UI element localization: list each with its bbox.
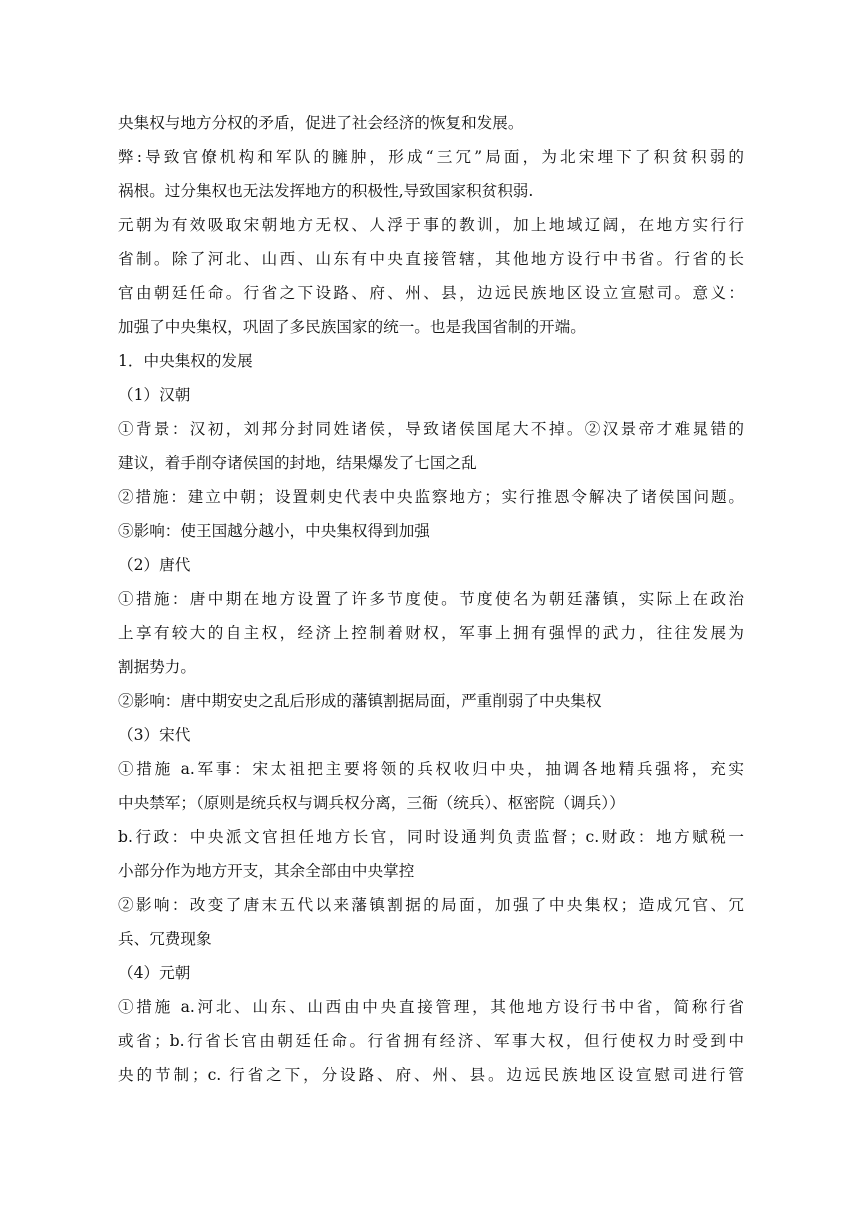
paragraph-line: 弊:导致官僚机构和军队的臃肿，形成“三冗”局面，为北宋埋下了积贫积弱的: [118, 148, 744, 166]
paragraph-line: 央集权与地方分权的矛盾，促进了社会经济的恢复和发展。: [118, 114, 524, 132]
paragraph-line: 官由朝廷任命。行省之下设路、府、州、县，边远民族地区设立宣慰司。意义：: [118, 284, 744, 302]
paragraph-line: ⑤影响：使王国越分越小，中央集权得到加强: [118, 522, 430, 540]
paragraph-line: ①措施 a.军事：宋太祖把主要将领的兵权收归中央，抽调各地精兵强将，充实: [118, 760, 744, 778]
paragraph-line: b.行政：中央派文官担任地方长官，同时设通判负责监督；c.财政：地方赋税一: [118, 828, 744, 846]
subsection-heading: （3）宋代: [118, 726, 191, 744]
document-body: [118, 106, 744, 1092]
paragraph-line: ①背景：汉初，刘邦分封同姓诸侯，导致诸侯国尾大不掉。②汉景帝才难晁错的: [118, 420, 744, 438]
paragraph-line: 元朝为有效吸取宋朝地方无权、人浮于事的教训，加上地域辽阔，在地方实行行: [118, 216, 744, 234]
paragraph-line: 省制。除了河北、山西、山东有中央直接管辖，其他地方设行中书省。行省的长: [118, 250, 744, 268]
paragraph-line: ①措施：唐中期在地方设置了许多节度使。节度使名为朝廷藩镇，实际上在政治: [118, 590, 744, 608]
paragraph-line: 央的节制；c. 行省之下，分设路、府、州、县。边远民族地区设宣慰司进行管: [118, 1066, 744, 1084]
paragraph-line: 中央禁军；（原则是统兵权与调兵权分离，三衙（统兵）、枢密院（调兵））: [118, 794, 625, 812]
paragraph-line: 建议，着手削夺诸侯国的封地，结果爆发了七国之乱: [118, 454, 477, 472]
paragraph-line: 兵、冗费现象: [118, 930, 212, 948]
paragraph-line: 割据势力。: [118, 658, 196, 676]
subsection-heading: （1）汉朝: [118, 386, 191, 404]
paragraph-line: ①措施 a.河北、山东、山西由中央直接管理，其他地方设行书中省，简称行省: [118, 998, 744, 1016]
subsection-heading: （2）唐代: [118, 556, 191, 574]
paragraph-line: 上享有较大的自主权，经济上控制着财权，军事上拥有强悍的武力，往往发展为: [118, 624, 744, 642]
paragraph-line: 或省；b.行省长官由朝廷任命。行省拥有经济、军事大权，但行使权力时受到中: [118, 1032, 744, 1050]
paragraph-line: 加强了中央集权，巩固了多民族国家的统一。也是我国省制的开端。: [118, 318, 586, 336]
subsection-heading: （4）元朝: [118, 964, 191, 982]
section-heading: 1．中央集权的发展: [118, 352, 253, 370]
paragraph-line: 祸根。过分集权也无法发挥地方的积极性,导致国家积贫积弱.: [118, 182, 534, 200]
paragraph-line: ②影响：改变了唐末五代以来藩镇割据的局面，加强了中央集权；造成冗官、冗: [118, 896, 744, 914]
paragraph-line: ②影响：唐中期安史之乱后形成的藩镇割据局面，严重削弱了中央集权: [118, 692, 602, 710]
paragraph-line: ②措施：建立中朝；设置刺史代表中央监察地方；实行推恩令解决了诸侯国问题。: [118, 488, 744, 506]
paragraph-line: 小部分作为地方开支，其余全部由中央掌控: [118, 862, 415, 880]
